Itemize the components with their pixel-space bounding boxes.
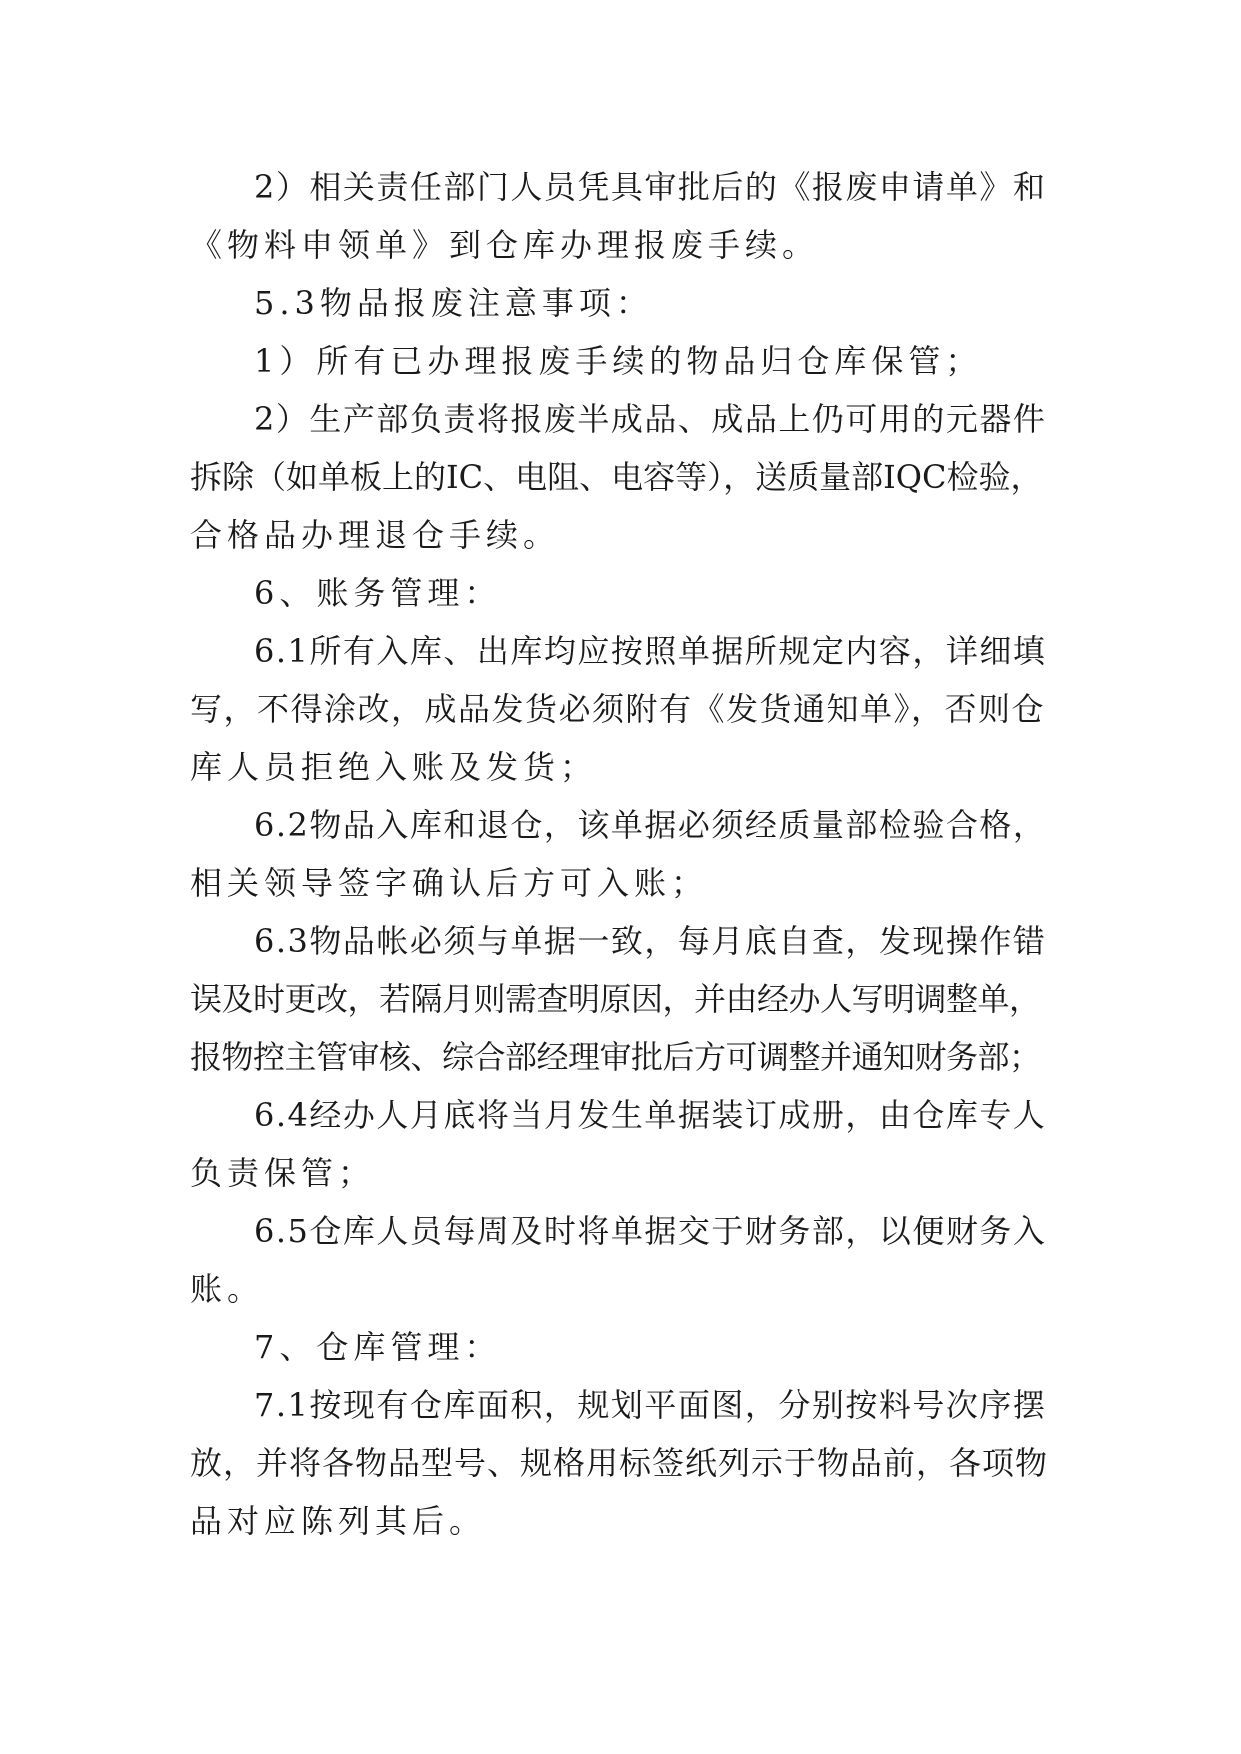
paragraph-line: 合格品办理退仓手续。 [190,516,561,554]
section-heading: 7、仓库管理： [254,1328,502,1366]
paragraph-line: 品对应陈列其后。 [190,1502,487,1540]
paragraph-line: 账。 [190,1270,265,1308]
paragraph-line: 2）相关责任部门人员凭具审批后的《报废申请单》和 [254,168,1047,206]
paragraph-line: 2）生产部负责将报废半成品、成品上仍可用的元器件 [254,400,1047,438]
paragraph-line: 1）所有已办理报废手续的物品归仓库保管； [254,342,983,380]
paragraph-line: 相关领导签字确认后方可入账； [190,864,709,902]
paragraph-line: 6.4经办人月底将当月发生单据装订成册，由仓库专人 [254,1096,1047,1134]
paragraph-line: 《物料申领单》到仓库办理报废手续。 [190,226,820,264]
paragraph-line: 报物控主管审核、综合部经理审批后方可调整并通知财务部； [190,1038,1041,1076]
paragraph-line: 拆除（如单板上的IC、电阻、电容等），送质量部IQC检验， [190,458,1043,496]
paragraph-line: 6.2物品入库和退仓，该单据必须经质量部检验合格， [254,806,1047,844]
document-body [190,158,1050,1550]
paragraph-line: 负责保管； [190,1154,376,1192]
paragraph-line: 误及时更改，若隔月则需查明原因，并由经办人写明调整单， [190,980,1041,1018]
paragraph-line: 6.1所有入库、出库均应按照单据所规定内容，详细填 [254,632,1047,670]
paragraph-line: 放，并将各物品型号、规格用标签纸列示于物品前，各项物 [190,1444,1049,1482]
paragraph-line: 6.5仓库人员每周及时将单据交于财务部，以便财务入 [254,1212,1047,1250]
paragraph-line: 库人员拒绝入账及发货； [190,748,598,786]
section-heading: 6、账务管理： [254,574,502,612]
section-heading: 5.3物品报废注意事项： [254,284,653,322]
paragraph-line: 6.3物品帐必须与单据一致，每月底自查，发现操作错 [254,922,1047,960]
paragraph-line: 写，不得涂改，成品发货必须附有《发货通知单》，否则仓 [190,690,1046,728]
paragraph-line: 7.1按现有仓库面积，规划平面图，分别按料号次序摆 [254,1386,1047,1424]
